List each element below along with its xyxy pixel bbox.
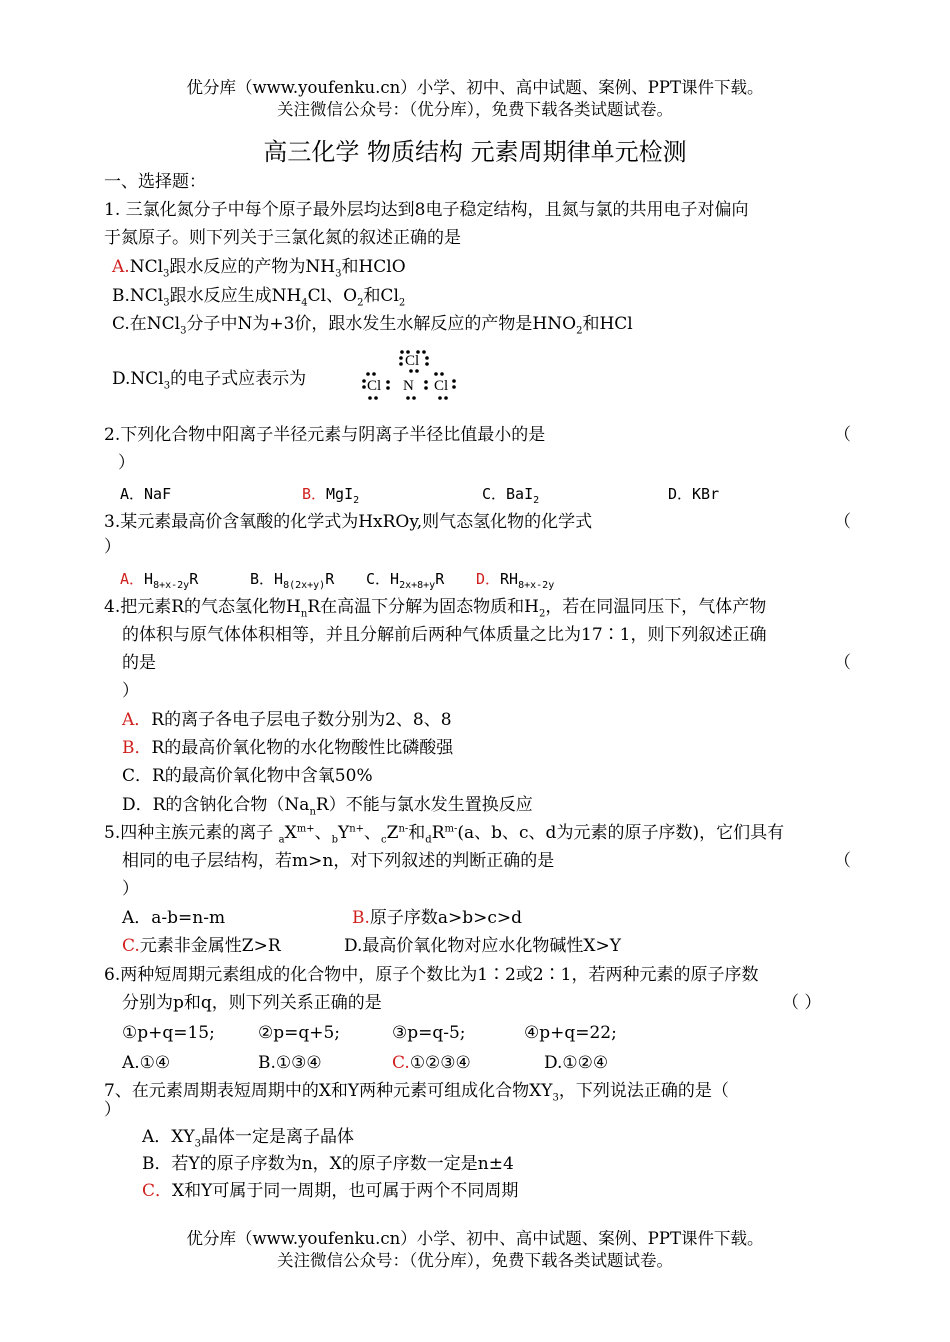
q4-l1-text: R在高温下分解为固态物质和H (307, 597, 539, 617)
q5-option-b (352, 907, 522, 929)
q7-l1-sub: 3 (552, 1092, 559, 1104)
q5-option-d: D.最高价氧化物对应水化物碱性X>Y (344, 936, 621, 956)
q4-option-c: C．R的最高价氧化物中含氧50% (122, 766, 373, 786)
q2-answer-paren-open: （ (834, 425, 851, 445)
q6-condition-3: ③p=q-5; (392, 1023, 466, 1043)
q4-stem-line-3: 的是 (122, 653, 156, 673)
q1-b-text: B.NCl (112, 286, 164, 306)
q3-answer-paren-close: ） (104, 537, 121, 557)
q4-option-d (122, 794, 533, 816)
q4-answer-paren-open: （ (834, 653, 851, 673)
q4-l1-text: ，若在同温同压下，气体产物 (545, 597, 767, 617)
footer-line-1: 优分库（www.youfenku.cn）小学、初中、高中试题、案例、PPT课件下载。 (186, 1229, 764, 1248)
electron-dot (409, 369, 413, 373)
q5-option-b-letter: B. (352, 908, 370, 928)
q6-c-text: ①②③④ (409, 1053, 471, 1073)
electron-dot (422, 350, 426, 354)
atom-cl-top: Cl (405, 353, 420, 369)
q3-d-text: RH (500, 570, 519, 588)
q7-c-text: X和Y可属于同一周期，也可属于两个不同周期 (172, 1181, 519, 1201)
q1-a-text: NCl (129, 257, 164, 277)
q5-sep: 、 (314, 823, 332, 843)
q4-stem-line-2: 的体积与原气体体积相等，并且分解前后两种气体质量之比为17∶1，则下列叙述正确 (122, 625, 767, 645)
q6-option-a: A.①④ (122, 1053, 171, 1073)
q3-a-text: H (144, 570, 154, 588)
q5-option-a: A．a-b=n-m (122, 908, 226, 928)
q5-option-c-letter: C. (122, 936, 140, 956)
electron-dot (400, 350, 404, 354)
electron-dot (372, 372, 376, 376)
q1-option-d (112, 368, 306, 390)
electron-dot (406, 396, 410, 400)
electron-dot (440, 372, 444, 376)
q5-option-c (122, 935, 281, 957)
q4-d-sub: n (309, 806, 316, 818)
q6-answer-paren: （ ） (782, 993, 822, 1013)
q1-b-sub: 2 (357, 297, 364, 309)
q3-a-text: R (189, 570, 199, 588)
q5-sep: 、 (364, 823, 382, 843)
q6-condition-1: ①p+q=15; (122, 1023, 215, 1043)
q5-ion-charge: n+ (349, 823, 365, 835)
q1-option-b (112, 285, 405, 307)
q4-option-b (122, 737, 453, 759)
section-heading: 一、选择题： (104, 172, 206, 192)
q6-stem-line-1: 6.两种短周期元素组成的化合物中，原子个数比为1∶2或2∶1，若两种元素的原子序数 (104, 965, 759, 985)
electron-dot (362, 379, 366, 383)
q3-a-sub: 8+x-2y (153, 580, 190, 591)
q6-condition-4: ④p+q=22; (524, 1023, 617, 1043)
q6-option-b: B.①③④ (258, 1053, 322, 1073)
q2-option-a: A．NaF (120, 485, 172, 503)
q1-d-text: 的电子式应表示为 (170, 369, 307, 389)
q1-c-sub: 2 (576, 325, 583, 337)
q5-l1-text: 5.四种主族元素的离子 (104, 823, 279, 843)
electron-dot (415, 369, 419, 373)
electron-dot (444, 396, 448, 400)
q2-option-b-letter: B． (302, 485, 327, 503)
q6-option-c-letter: C. (392, 1053, 410, 1073)
q2-answer-paren-close: ） (118, 453, 135, 473)
q5-ion-prefix: a (278, 834, 285, 846)
q1-option-a-letter: A. (112, 257, 130, 277)
q3-b-sub: 8(2x+y) (283, 580, 326, 591)
q4-d-text: R）不能与氯水发生置换反应 (315, 795, 533, 815)
header-line-1: 优分库（www.youfenku.cn）小学、初中、高中试题、案例、PPT课件下载。 (186, 78, 764, 97)
q6-stem-line-2: 分别为p和q，则下列关系正确的是 (122, 993, 382, 1013)
q5-ion-symbol: X (284, 823, 297, 843)
q1-a-text: 和HClO (341, 257, 406, 277)
q1-stem-line-1: 1. 三氯化氮分子中每个原子最外层均达到8电子稳定结构，且氮与氯的共用电子对偏向 (104, 200, 749, 220)
q4-option-a (122, 709, 452, 731)
electron-dot (386, 386, 390, 390)
q5-ion-charge: m+ (296, 823, 315, 835)
q6-option-d: D.①②④ (544, 1053, 609, 1073)
q2-option-b (302, 483, 359, 505)
q3-option-c (366, 568, 444, 590)
q3-b-text: B．H (250, 570, 284, 588)
electron-dot (424, 386, 428, 390)
electron-dot (425, 356, 429, 360)
q1-c-text: 分子中N为+3价，跟水发生水解反应的产物是HNO (186, 314, 577, 334)
q5-ion-symbol: Y (337, 823, 350, 843)
q1-a-sub: 3 (335, 268, 342, 280)
q5-answer-paren-open: （ (834, 851, 851, 871)
q4-l1-text: 4.把元素R的气态氢化物H (104, 597, 301, 617)
q5-ion-charge: n- (398, 823, 409, 835)
footer-line-2: 关注微信公众号：（优分库），免费下载各类试题试卷。 (277, 1251, 673, 1270)
q1-a-text: 跟水反应的产物为NH (169, 257, 336, 277)
q2-option-c (482, 483, 539, 505)
header-line-2: 关注微信公众号：（优分库），免费下载各类试题试卷。 (277, 100, 673, 119)
q7-stem-line-2: ） (104, 1100, 121, 1120)
q3-c-text: R (435, 570, 445, 588)
q3-option-a (120, 568, 198, 590)
q5-ion-prefix: d (425, 834, 432, 846)
q5-ion-symbol: Z (386, 823, 399, 843)
q4-d-text: D．R的含钠化合物（Na (122, 795, 310, 815)
q5-stem-line-2: 相同的电子层结构，若m>n，对下列叙述的判断正确的是 (122, 851, 555, 871)
q5-ion-symbol: R (431, 823, 445, 843)
q1-option-a (112, 256, 406, 278)
electron-dot (399, 362, 403, 366)
q3-option-a-letter: A． (120, 570, 145, 588)
q4-a-text: R的离子各电子层电子数分别为2、8、8 (151, 710, 452, 730)
q7-option-b: B．若Y的原子序数为n，X的原子序数一定是n±4 (142, 1154, 514, 1174)
q2-c-sub: 2 (533, 495, 540, 506)
q3-c-sub: 2x+8+y (399, 580, 436, 591)
q5-ion-prefix: c (381, 834, 387, 846)
q4-option-a-letter: A． (122, 710, 152, 730)
electron-dot (366, 372, 370, 376)
q7-a-sub: 3 (194, 1138, 201, 1150)
atom-cl-right: Cl (434, 378, 449, 394)
q1-b-text: 跟水反应生成NH (169, 286, 302, 306)
electron-dot (452, 385, 456, 389)
q5-ion-prefix: b (331, 834, 338, 846)
electron-dot (386, 380, 390, 384)
q6-condition-2: ②p=q+5; (258, 1023, 341, 1043)
q2-stem: 2.下列化合物中阳离子半径元素与阴离子半径比值最小的是 (104, 425, 546, 445)
atom-n: N (403, 378, 414, 394)
q1-a-sub: 3 (163, 268, 170, 280)
q2-b-sub: 2 (353, 495, 360, 506)
electron-dot (438, 396, 442, 400)
atom-cl-left: Cl (367, 378, 382, 394)
q7-option-c-letter: C． (142, 1181, 173, 1201)
q5-ion-charge: m- (444, 823, 458, 835)
q5-c-text: 元素非金属性Z>R (139, 936, 281, 956)
electron-dot (374, 396, 378, 400)
q4-l1-sub: 2 (538, 608, 546, 620)
q5-l1-text: (a、b、c、d为元素的原子序数)，它们具有 (457, 823, 785, 843)
electron-dot (425, 362, 429, 366)
q6-option-c (392, 1052, 471, 1074)
electron-dot (412, 396, 416, 400)
q4-stem-line-1 (104, 596, 766, 618)
q2-b-text: MgI (326, 485, 354, 503)
q3-b-text: R (325, 570, 335, 588)
q4-answer-paren-close: ） (122, 681, 139, 701)
q1-d-sub: 3 (163, 380, 171, 392)
page-title: 高三化学 物质结构 元素周期律单元检测 (263, 138, 687, 166)
q5-and: 和 (408, 823, 426, 843)
q1-b-sub: 4 (301, 297, 308, 309)
q5-b-text: 原子序数a>b>c>d (369, 908, 523, 928)
q1-c-text: C.在NCl (112, 314, 181, 334)
q1-b-sub: 2 (398, 297, 406, 309)
electron-dot (452, 379, 456, 383)
q1-c-sub: 3 (180, 325, 187, 337)
electron-dot (399, 356, 403, 360)
q5-stem-line-1 (104, 822, 784, 844)
q5-answer-paren-close: ） (122, 879, 139, 899)
q1-c-text: 和HCl (582, 314, 633, 334)
q4-l1-sub: n (300, 608, 308, 620)
q7-option-a (142, 1126, 354, 1148)
electron-dot (424, 380, 428, 384)
q3-option-d-letter: D． (476, 570, 501, 588)
electron-dot (368, 396, 372, 400)
q2-option-d: D．KBr (668, 485, 720, 503)
q1-d-text: D.NCl (112, 369, 164, 389)
ncl3-electron-dot-diagram (356, 344, 466, 408)
q3-option-b (250, 568, 334, 590)
q7-l1-text: ，下列说法正确的是（ (558, 1081, 729, 1101)
q7-a-text: A．XY (142, 1127, 195, 1147)
q1-stem-line-2: 于氮原子。则下列关于三氯化氮的叙述正确的是 (104, 228, 461, 248)
q1-b-text: Cl、O (307, 286, 358, 306)
q7-option-c (142, 1180, 518, 1202)
q3-c-text: C．H (366, 570, 400, 588)
q1-b-text: 和Cl (363, 286, 399, 306)
q7-stem-line-1 (104, 1080, 729, 1102)
q3-answer-paren-open: （ (834, 512, 851, 532)
electron-dot (362, 385, 366, 389)
q3-stem: 3.某元素最高价含氧酸的化学式为HxROy,则气态氢化物的化学式 (104, 512, 593, 532)
q1-b-sub: 3 (163, 297, 170, 309)
q3-d-sub: 8+x-2y (518, 580, 555, 591)
q4-option-b-letter: B． (122, 738, 152, 758)
q4-b-text: R的最高价氧化物的水化物酸性比磷酸强 (151, 738, 454, 758)
q7-a-text: 晶体一定是离子晶体 (200, 1127, 354, 1147)
q7-l1-text: 7、在元素周期表短周期中的X和Y两种元素可组成化合物XY (104, 1081, 553, 1101)
q3-option-d (476, 568, 554, 590)
q2-c-text: C．BaI (482, 485, 534, 503)
electron-dot (434, 372, 438, 376)
q1-option-c (112, 313, 633, 335)
